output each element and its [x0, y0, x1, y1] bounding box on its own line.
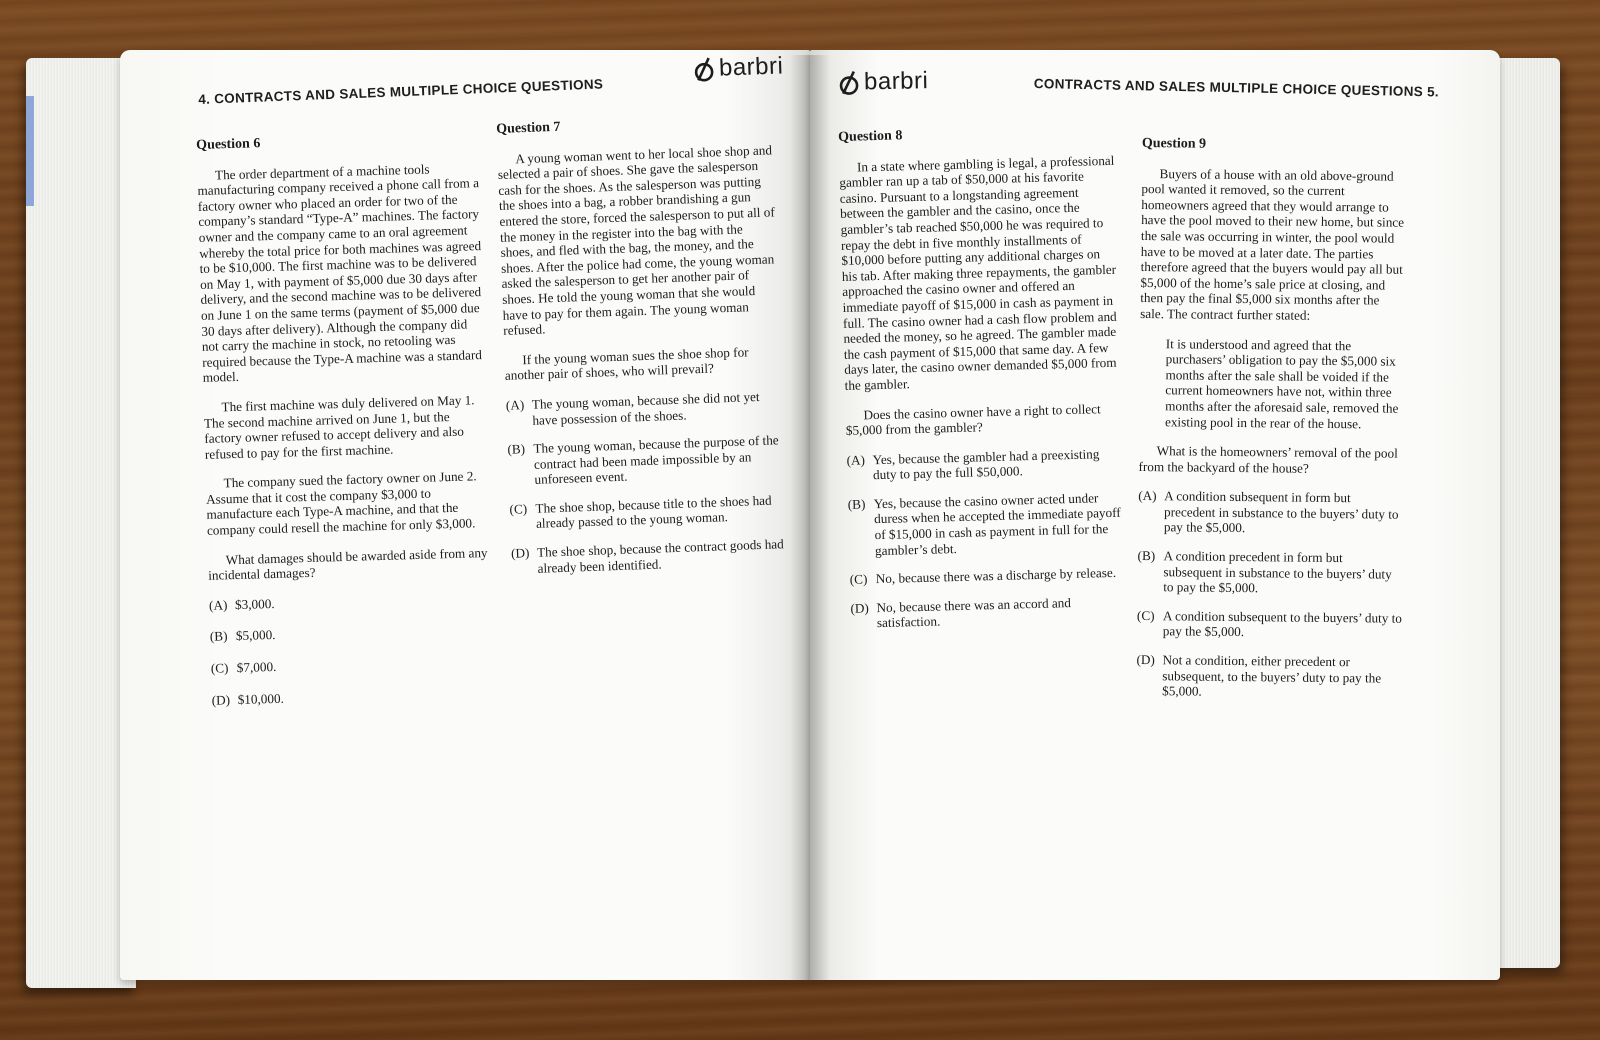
question-9-title: Question 9 — [1141, 136, 1207, 152]
question-8-title: Question 8 — [838, 128, 903, 145]
left-page — [120, 50, 810, 980]
q8-choice-b: (B) Yes, because the casino owner acted under duress when he accepted the immediate payoff of $15,000 in cash as payment in full for the gambler’s debt. — [847, 490, 1121, 558]
question-7 — [496, 112, 790, 590]
right-page — [810, 50, 1500, 980]
logo-text: barbri — [863, 67, 929, 96]
q6-paragraph: The order department of a machine tools manufacturing company received a phone call from a factory owner who placed an order for two of the company’s standard “Type-A” machines. The factory owner and the company came to an oral agreement whereby the total price for both machines was agreed to be $10,000. The first machine was to be delivered on May 1, with payment of $5,000 due 30 days after delivery, and the second machine was to be delivered on June 1 on the same terms (payment of $5,000 due 30 days after delivery). Although the company did not carry the machine in stock, no retooling was required because the Type-A machine was a standard model. — [197, 161, 483, 386]
q6-question: What damages should be awarded aside from any incidental damages? — [208, 544, 488, 584]
q9-choice-c: (C) A condition subsequent to the buyers’ duty to pay the $5,000. — [1136, 607, 1402, 640]
q8-choice-a: (A) Yes, because the gambler had a preexisting duty to pay the full $50,000. — [846, 445, 1100, 483]
q9-question: What is the homeowners’ removal of the pool from the backyard of the house? — [1138, 443, 1398, 476]
question-8 — [838, 123, 1127, 645]
q9-choice-a: (A) A condition subsequent in form but precedent in substance to the buyers’ duty to pay the $5,000. — [1138, 488, 1399, 536]
q7-choice-c: (C) The shoe shop, because title to the shoes had already passed to the young woman. — [509, 492, 772, 532]
q6-choice-a: (A) $3,000. — [208, 595, 275, 613]
q6-choice-d: (D) $10,000. — [211, 690, 285, 708]
q8-choice-d: (D) No, because there was an accord and satisfaction. — [850, 594, 1072, 631]
q7-choice-a: (A) The young woman, because she did not yet have possession of the shoes. — [505, 388, 760, 428]
question-6-title: Question 6 — [196, 136, 261, 153]
left-running-head: 4. CONTRACTS AND SALES MULTIPLE CHOICE QUESTIONS — [198, 76, 604, 107]
q8-paragraph: In a state where gambling is legal, a professional gambler ran up a tab of $50,000 at his favorite casino. Pursuant to a longstanding agreement between the gambler and the casino, once the gambler’s tab reached $50,000 he was required to repay the debt in five monthly installments of $10,000 before putting any additional charges on his tab. After making three repayments, the gambler approached the casino owner and offered an immediate payoff of $15,000 in cash as payment in full. The casino owner had a cash flow problem and needed the money, so he agreed. The gambler made the cash payment of $15,000 that same day. A few days later, the casino owner demanded $5,000 from the gambler. — [839, 152, 1117, 393]
barbri-logo-right — [838, 67, 929, 97]
question-6 — [196, 130, 494, 724]
question-9 — [1136, 136, 1408, 715]
page-tab — [26, 96, 34, 206]
q7-paragraph: A young woman went to her local shoe shop and selected a pair of shoes. She gave the salesperson cash for the shoes. As the salesperson was putting the shoes into a bag, a robber brandishing a gun entered the store, forced the salesperson to put all of the money in the register into the bag with the shoes, and fled with the bag, the money, and the shoes. After the police had come, the young woman asked the salesperson to get her another pair of shoes. He told the young woman that she would have to pay for them again. The young woman refused. — [497, 141, 775, 338]
q9-choice-d: (D) Not a condition, either precedent or subsequent, to the buyers’ duty to pay the $5,000. — [1136, 652, 1382, 699]
q7-choice-b: (B) The young woman, because the purpose of the contract had been made impossible by an unforeseen event. — [507, 432, 779, 488]
logo-text: barbri — [718, 52, 784, 82]
book-gutter — [790, 55, 830, 980]
q8-question: Does the casino owner have a right to collect $5,000 from the gambler? — [845, 400, 1101, 438]
q9-choice-b: (B) A condition precedent in form but subsequent in substance to the buyers’ duty to pay the $5,000. — [1137, 548, 1392, 596]
barbri-logo-left — [693, 52, 784, 83]
barbri-mark-icon — [693, 56, 716, 83]
question-7-title: Question 7 — [496, 119, 561, 137]
q8-choice-c: (C) No, because there was a discharge by release. — [849, 565, 1117, 588]
q6-choice-c: (C) $7,000. — [210, 658, 277, 676]
q6-choice-b: (B) $5,000. — [209, 627, 276, 645]
q7-question: If the young woman sues the shoe shop for another pair of shoes, who will prevail? — [504, 344, 749, 384]
q6-paragraph: The company sued the factory owner on June 2. Assume that it cost the company $3,000 to manufacture each Type-A machine, and that the company could resell the machine for only $3,000. — [205, 468, 477, 538]
q9-paragraph: Buyers of a house with an old above-ground pool wanted it removed, so the current homeowners agreed that they would arrange to have the pool moved to their new home, but since the sale was occurring in winter, the pool would have to be moved at a later date. The parties therefore agreed that the buyers would pay all but $5,000 of the home’s sale price at closing, and then pay the final $5,000 six months after the sale. The contract further stated: — [1140, 165, 1405, 323]
barbri-mark-icon — [838, 69, 860, 95]
q7-choice-d: (D) The shoe shop, because the contract goods had already been identified. — [510, 536, 784, 576]
right-running-head: CONTRACTS AND SALES MULTIPLE CHOICE QUESTIONS 5. — [1033, 76, 1440, 100]
q6-paragraph: The first machine was duly delivered on May 1. The second machine arrived on June 1, but the factory owner refused to accept delivery and also refused to pay for the first machine. — [203, 392, 475, 462]
q9-contract-quote: It is understood and agreed that the purchasers’ obligation to pay the $5,000 six months after the sale shall be voided if the current homeowners have not, within three months after the aforesaid sale, removed the existing pool in the rear of the house. — [1164, 335, 1399, 431]
